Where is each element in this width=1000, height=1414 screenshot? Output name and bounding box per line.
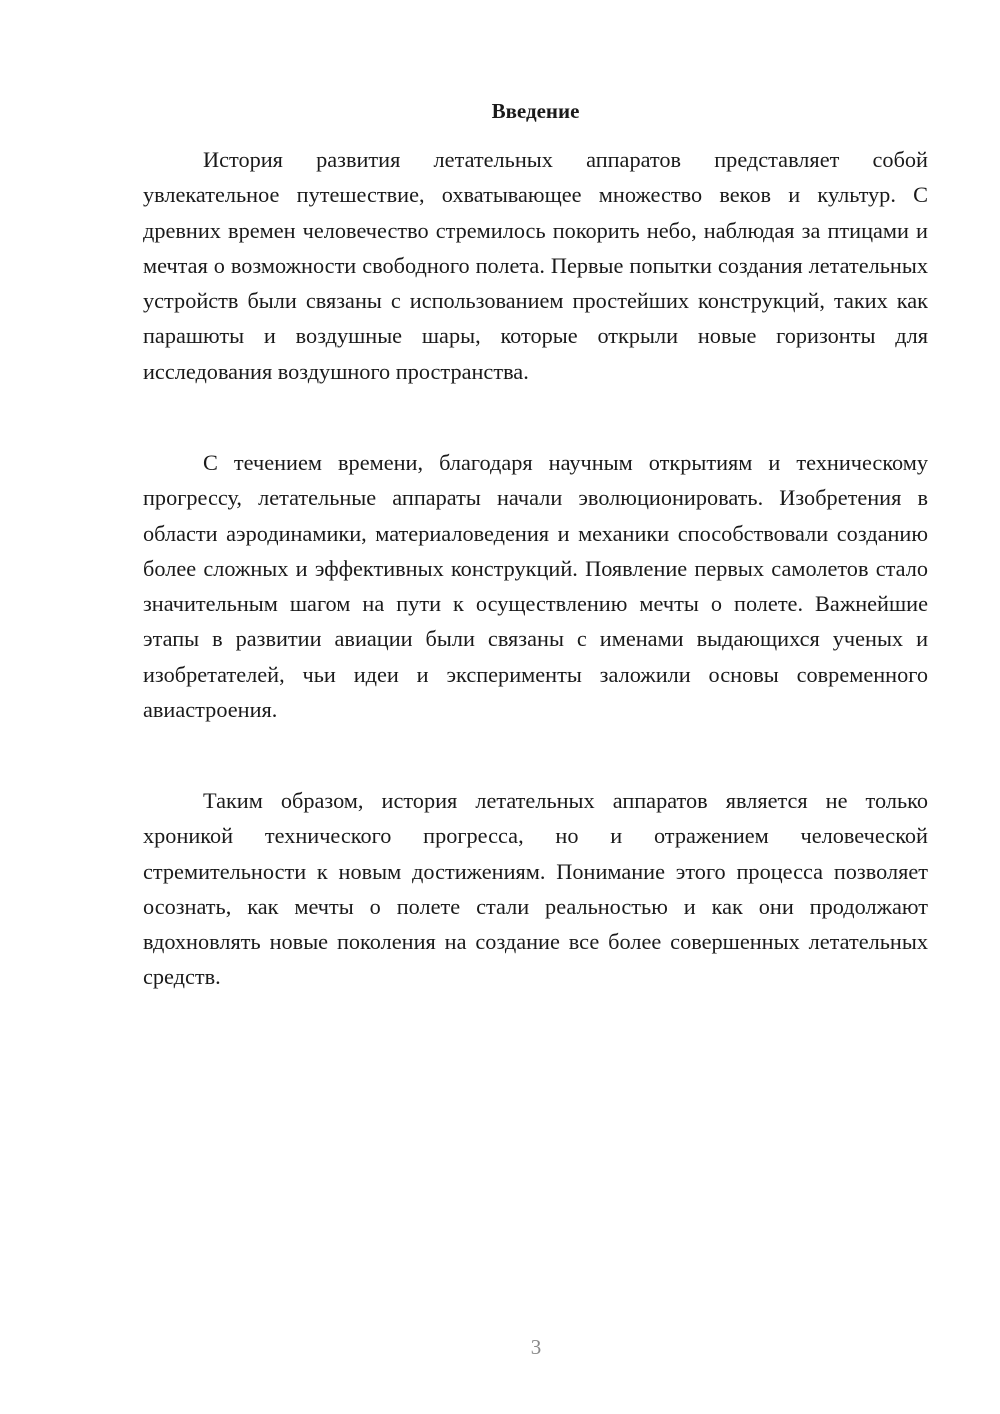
paragraph-2: С течением времени, благодаря научным открытиям и техническому прогрессу, летательные аппараты начали эволюционировать. Изобретения в области аэродинамики, материаловедения и механики способствовали созданию более сложных и эффективных конструкций. Появление первых самолетов стало значительным шагом на пути к осуществлению мечты о полете. Важнейшие этапы в развитии авиации были связаны с именами выдающихся ученых и изобретателей, чьи идеи и эксперименты заложили основы современного авиастроения.	[143, 450, 928, 723]
paragraph-3: Таким образом, история летательных аппаратов является не только хроникой технического прогресса, но и отражением человеческой стремительности к новым достижениям. Понимание этого процесса позволяет осознать, как мечты о полете стали реальностью и как они продолжают вдохновлять новые поколения на создание все более совершенных летательных средств.	[143, 788, 928, 990]
paragraph-1: История развития летательных аппаратов представляет собой увлекательное путешествие, охватывающее множество веков и культур. С древних времен человечество стремилось покорить небо, наблюдая за птицами и мечтая о возможности свободного полета. Первые попытки создания летательных устройств были связаны с использованием простейших конструкций, таких как парашюты и воздушные шары, которые открыли новые горизонты для исследования воздушного пространства.	[143, 147, 928, 384]
page-number: 3	[530, 1335, 542, 1359]
page-title: Введение	[491, 99, 580, 123]
